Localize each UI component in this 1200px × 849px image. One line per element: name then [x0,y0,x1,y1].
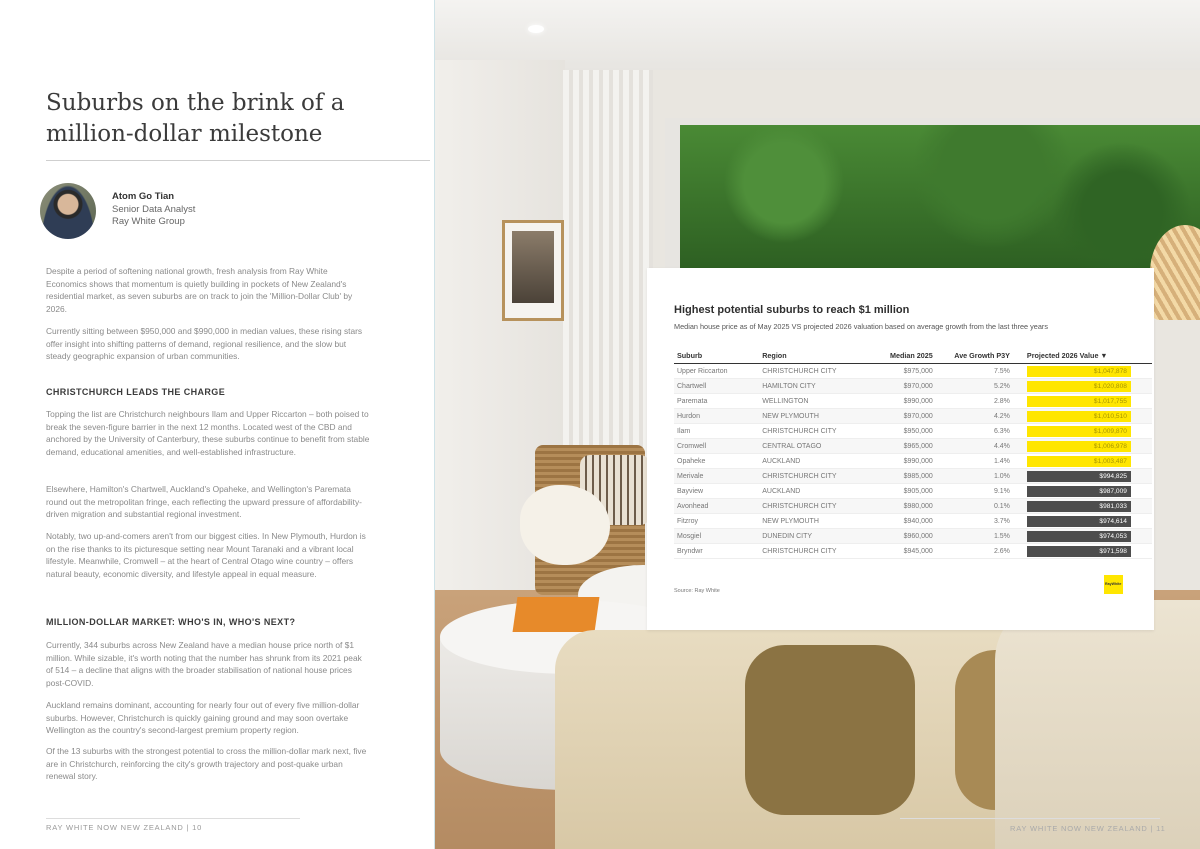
cell-median: $965,000 [871,439,936,454]
table-row [674,529,1152,544]
intro-paragraph-1: Despite a period of softening national growth, fresh analysis from Ray White Economics shows that momentum is quietly building in pockets of New Zealand's residential market, as seven suburbs are on track to join the 'Million-Dollar Club' by 2026. [46,266,353,314]
logo-text: RayWhite [1105,582,1122,586]
author-name: Atom Go Tian [112,191,175,202]
table-row [674,364,1152,379]
cell-median: $980,000 [871,499,936,514]
projected-value-bar: $1,009,870 [1027,426,1131,437]
cell-median: $970,000 [871,409,936,424]
cell-region: CHRISTCHURCH CITY [759,469,871,484]
section1-heading: CHRISTCHURCH LEADS THE CHARGE [46,387,226,397]
author-block [112,191,195,229]
cell-growth: 2.8% [936,394,1013,409]
data-card [647,268,1154,630]
wall-picture-frame [502,220,564,321]
cell-projected [1013,544,1152,559]
cell-growth: 6.3% [936,424,1013,439]
cell-suburb: Hurdon [674,409,759,424]
cell-suburb: Merivale [674,469,759,484]
projected-value-bar: $987,009 [1027,486,1131,497]
cell-region: WELLINGTON [759,394,871,409]
cell-region: AUCKLAND [759,484,871,499]
cell-region: NEW PLYMOUTH [759,514,871,529]
col-median[interactable]: Median 2025 [871,348,936,364]
cell-region: CHRISTCHURCH CITY [759,424,871,439]
section1-paragraph-3: Notably, two up-and-comers aren't from our biggest cities. In New Plymouth, Hurdon is on the rise thanks to its picturesque setting near Mount Taranaki and a vibrant local lifestyle. Meanwhile, Cromwell – at the heart of Central Otago wine country – offers natural beauty, economic diversity, and lifestyle appeal in equal measure. [46,531,366,579]
cell-median: $950,000 [871,424,936,439]
card-source: Source: Ray White [674,588,720,594]
cell-median: $945,000 [871,544,936,559]
cell-suburb: Chartwell [674,379,759,394]
cell-growth: 1.5% [936,529,1013,544]
col-projected-sort[interactable]: Projected 2026 Value ▼ [1013,348,1152,364]
page-title: Suburbs on the brink of a million-dollar milestone [46,90,345,147]
table-body [674,364,1152,559]
cell-region: HAMILTON CITY [759,379,871,394]
section2-paragraph-1: Currently, 344 suburbs across New Zealand have a median house price north of $1 million. While sizable, it's worth noting that the number has shrunk from its 2021 peak of 514 – a decline that aligns with the broader stabilisation of national house prices post-COVID. [46,640,362,688]
table-row [674,514,1152,529]
table-row [674,409,1152,424]
projected-value-bar: $971,598 [1027,546,1131,557]
title-divider [46,160,430,161]
table-row [674,499,1152,514]
cell-growth: 0.1% [936,499,1013,514]
footer-left-rule [46,818,300,819]
projected-value-bar: $1,017,755 [1027,396,1131,407]
cell-median: $985,000 [871,469,936,484]
footer-left: RAY WHITE NOW NEW ZEALAND | 10 [46,823,203,832]
cell-median: $990,000 [871,394,936,409]
cell-projected [1013,364,1152,379]
cell-growth: 3.7% [936,514,1013,529]
table-row [674,544,1152,559]
cell-suburb: Bayview [674,484,759,499]
projected-value-bar: $994,825 [1027,471,1131,482]
footer-right-rule [900,818,1160,819]
sofa-arm [995,600,1200,849]
cell-growth: 1.4% [936,454,1013,469]
left-page [0,0,434,849]
cell-region: AUCKLAND [759,454,871,469]
cell-median: $940,000 [871,514,936,529]
card-title: Highest potential suburbs to reach $1 million [674,304,910,316]
cell-median: $960,000 [871,529,936,544]
card-subtitle: Median house price as of May 2025 VS projected 2026 valuation based on average growth from the last three years [674,322,1048,331]
cell-region: CHRISTCHURCH CITY [759,544,871,559]
intro-paragraph-2: Currently sitting between $950,000 and $990,000 in median values, these rising stars offer insight into shifting patterns of demand, regional resilience, and the slow but steady geographic expansion of urban communities. [46,326,363,362]
sofa-cushion-1 [745,645,915,815]
table-row [674,394,1152,409]
projected-value-bar: $1,006,978 [1027,441,1131,452]
projected-value-bar: $1,010,510 [1027,411,1131,422]
table-row [674,469,1152,484]
ray-white-logo [1104,575,1123,594]
cell-suburb: Paremata [674,394,759,409]
cell-suburb: Upper Riccarton [674,364,759,379]
cell-median: $990,000 [871,454,936,469]
cell-projected [1013,484,1152,499]
framed-photo [512,231,554,303]
author-org: Ray White Group [112,216,185,227]
col-growth[interactable]: Ave Growth P3Y [936,348,1013,364]
author-avatar [40,183,96,239]
footer-right: RAY WHITE NOW NEW ZEALAND | 11 [1010,824,1166,833]
col-suburb[interactable]: Suburb [674,348,759,364]
author-role: Senior Data Analyst [112,203,196,215]
cell-projected [1013,424,1152,439]
cell-suburb: Fitzroy [674,514,759,529]
cell-median: $970,000 [871,379,936,394]
section2-paragraph-2: Auckland remains dominant, accounting for nearly four out of every five million-dollar suburbs. However, Christchurch is quickly gaining ground and may soon overtake Wellington as the country's second-largest premium property region. [46,700,360,736]
cell-growth: 5.2% [936,379,1013,394]
cell-growth: 9.1% [936,484,1013,499]
cell-projected [1013,514,1152,529]
cell-projected [1013,499,1152,514]
cell-growth: 2.6% [936,544,1013,559]
cell-suburb: Ilam [674,424,759,439]
cell-growth: 1.0% [936,469,1013,484]
ceiling-light [528,25,544,33]
projected-value-bar: $1,003,487 [1027,456,1131,467]
cell-growth: 4.2% [936,409,1013,424]
cell-median: $905,000 [871,484,936,499]
table-row [674,439,1152,454]
cell-region: CHRISTCHURCH CITY [759,499,871,514]
projected-value-bar: $981,033 [1027,501,1131,512]
cell-projected [1013,439,1152,454]
table-header-row [674,348,1152,364]
cell-suburb: Opaheke [674,454,759,469]
section2-heading: MILLION-DOLLAR MARKET: WHO'S IN, WHO'S NEXT? [46,617,296,627]
projected-value-bar: $1,020,808 [1027,381,1131,392]
cell-projected [1013,379,1152,394]
sheepskin-throw [520,485,610,565]
orange-book [513,597,600,632]
cell-region: DUNEDIN CITY [759,529,871,544]
cell-region: NEW PLYMOUTH [759,409,871,424]
cell-projected [1013,394,1152,409]
cell-region: CENTRAL OTAGO [759,439,871,454]
photo-greenery [680,125,1200,270]
cell-projected [1013,469,1152,484]
cell-projected [1013,529,1152,544]
cell-suburb: Avonhead [674,499,759,514]
table-row [674,484,1152,499]
cell-projected [1013,409,1152,424]
cell-region: CHRISTCHURCH CITY [759,364,871,379]
table-row [674,454,1152,469]
cell-growth: 4.4% [936,439,1013,454]
col-region[interactable]: Region [759,348,871,364]
section1-paragraph-2: Elsewhere, Hamilton's Chartwell, Auckland's Opaheke, and Wellington's Paremata round out the metropolitan fringe, each reflecting the upward pressure of affordability-driven migration and substantial regional investment. [46,484,362,520]
cell-suburb: Mosgiel [674,529,759,544]
section2-paragraph-3: Of the 13 suburbs with the strongest potential to cross the million-dollar mark next, five are in Christchurch, reinforcing the city's growth trajectory and post-quake urban renewal story. [46,746,367,782]
section1-paragraph-1: Topping the list are Christchurch neighbours Ilam and Upper Riccarton – both poised to break the seven-figure barrier in the next 12 months. Located west of the CBD and anchored by the University of Canterbury, these suburbs continue to benefit from stable demand, educational amenities, and well-established infrastructure. [46,409,370,457]
cell-median: $975,000 [871,364,936,379]
cell-suburb: Cromwell [674,439,759,454]
table-row [674,379,1152,394]
cell-suburb: Bryndwr [674,544,759,559]
projected-value-bar: $974,053 [1027,531,1131,542]
projected-value-bar: $974,614 [1027,516,1131,527]
projected-value-bar: $1,047,878 [1027,366,1131,377]
cell-growth: 7.5% [936,364,1013,379]
cell-projected [1013,454,1152,469]
table-row [674,424,1152,439]
suburbs-table [674,348,1152,559]
